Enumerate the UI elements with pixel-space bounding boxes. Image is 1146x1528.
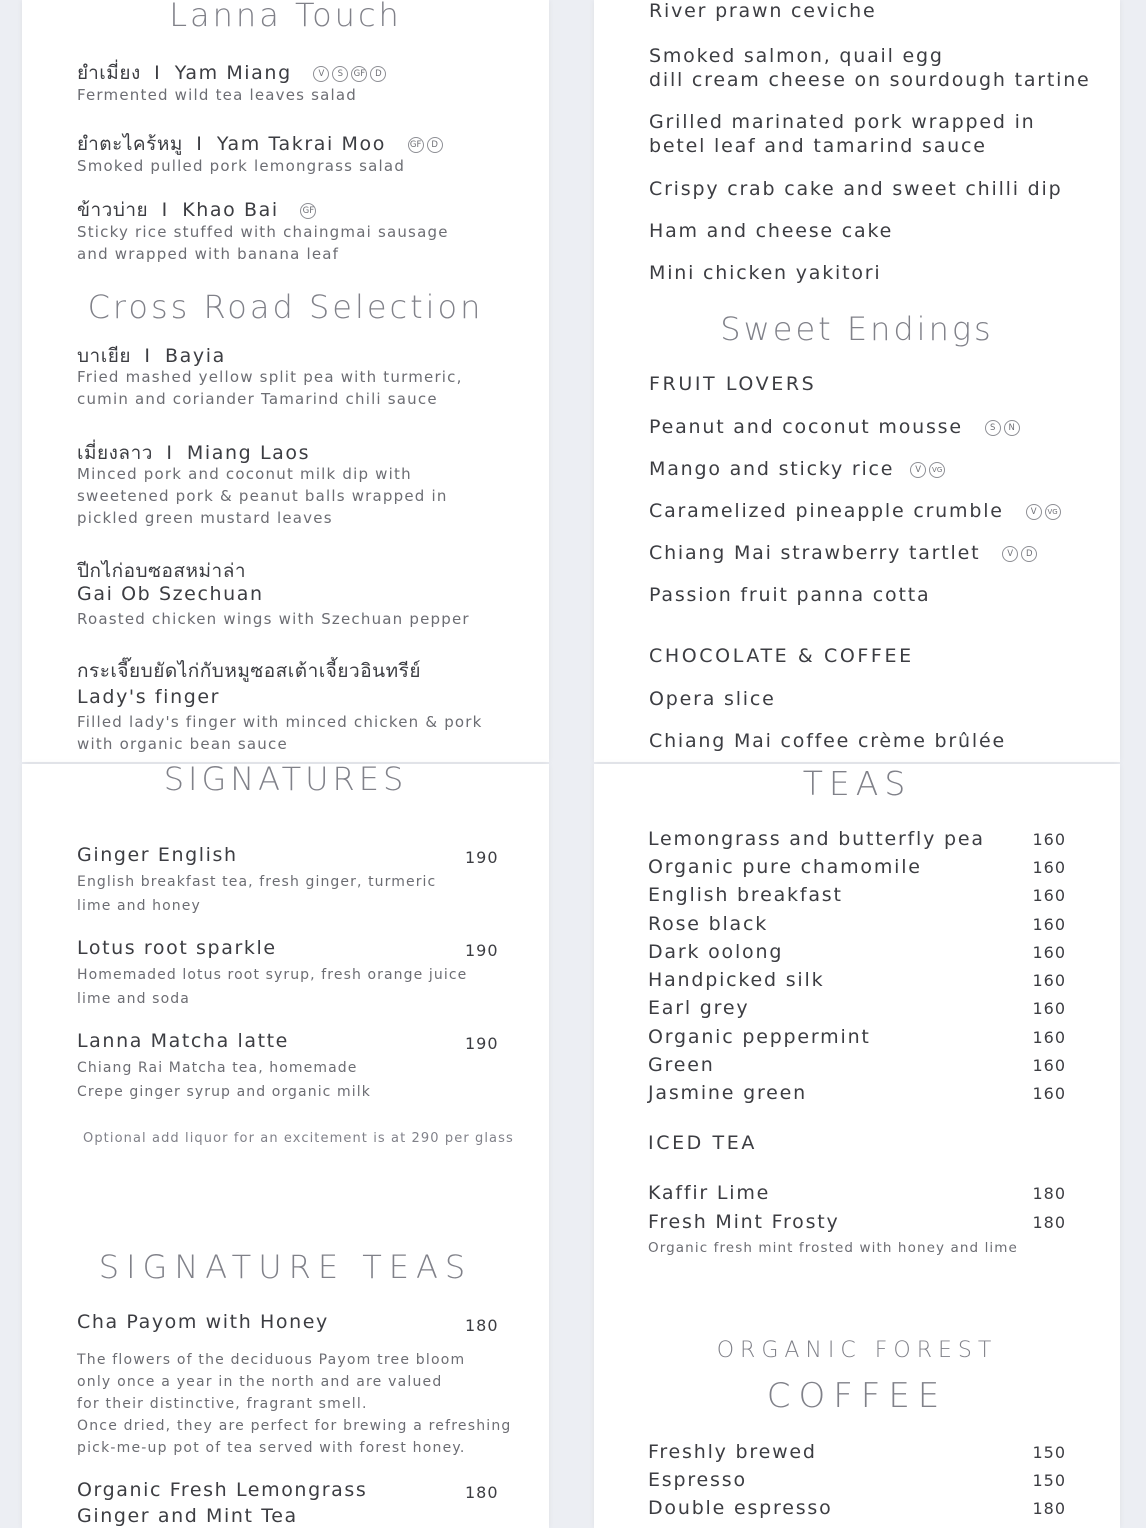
tea-row bbox=[648, 1082, 1066, 1104]
iced-tea-price: 180 bbox=[1032, 1184, 1066, 1203]
dessert-item bbox=[649, 500, 1061, 522]
vegetarian-icon: V bbox=[910, 462, 926, 478]
tea-name: Dark oolong bbox=[648, 941, 784, 963]
dish-thai-name: กระเจี๊ยบยัดไก่กับหมูซอสเต้าเจี้ยวอินทรีย์ bbox=[77, 660, 421, 682]
dish-description: Sticky rice stuffed with chaingmai sausage bbox=[77, 223, 449, 241]
dessert-name: Peanut and coconut mousse bbox=[649, 416, 963, 438]
drink-description: English breakfast tea, fresh ginger, turmeric bbox=[77, 874, 437, 890]
subsection-heading: CHOCOLATE & COFFEE bbox=[649, 645, 914, 667]
tea-row bbox=[648, 828, 1066, 850]
coffee-price: 150 bbox=[1032, 1443, 1066, 1462]
section-title-cross-road: Cross Road Selection bbox=[87, 288, 484, 326]
drink-description: lime and honey bbox=[77, 898, 201, 914]
dish-name: Miang Laos bbox=[186, 442, 311, 464]
tea-name: Green bbox=[648, 1054, 715, 1076]
dish-description: Smoked pulled pork lemongrass salad bbox=[77, 157, 406, 175]
tea-row bbox=[648, 941, 1066, 963]
drink-name: Lotus root sparkle bbox=[77, 937, 277, 959]
dish-description: sweetened pork & peanut balls wrapped in bbox=[77, 487, 448, 505]
dietary-badges bbox=[313, 66, 386, 82]
tea-row bbox=[648, 884, 1066, 906]
separator: I bbox=[144, 345, 152, 367]
coffee-row bbox=[648, 1469, 1066, 1491]
dietary-badges bbox=[910, 462, 945, 478]
dessert-item: Passion fruit panna cotta bbox=[649, 584, 931, 606]
nuts-icon: N bbox=[1004, 420, 1020, 436]
dish-thai-name: ปีกไก่อบซอสหม่าล่า bbox=[77, 560, 247, 582]
dish-description: Filled lady's finger with minced chicken & pork bbox=[77, 713, 483, 731]
menu-item: dill cream cheese on sourdough tartine bbox=[649, 69, 1091, 91]
spicy-icon: S bbox=[985, 420, 1001, 436]
dish-thai-name: ยำเมี่ยง bbox=[77, 62, 141, 84]
dish-description: and wrapped with banana leaf bbox=[77, 245, 340, 263]
section-title-coffee: COFFEE bbox=[766, 1376, 948, 1416]
dietary-badges bbox=[1026, 504, 1061, 520]
dessert-name: Mango and sticky rice bbox=[649, 458, 895, 480]
coffee-name: Double espresso bbox=[648, 1497, 833, 1519]
dietary-badges bbox=[1002, 546, 1037, 562]
section-title-organic-forest: ORGANIC FOREST bbox=[716, 1338, 998, 1363]
dietary-badges bbox=[408, 137, 443, 153]
dish-name: Lady's finger bbox=[77, 686, 221, 708]
vegan-icon: VG bbox=[1045, 504, 1061, 520]
iced-tea-name: Fresh Mint Frosty bbox=[648, 1211, 840, 1233]
tea-row bbox=[648, 856, 1066, 878]
menu-item: Smoked salmon, quail egg bbox=[649, 45, 944, 67]
dairy-icon: D bbox=[427, 137, 443, 153]
tea-row bbox=[648, 997, 1066, 1019]
tea-price: 160 bbox=[1032, 971, 1066, 990]
dish-description: Fried mashed yellow split pea with turmeric, bbox=[77, 368, 463, 386]
dish-description: cumin and coriander Tamarind chili sauce bbox=[77, 390, 438, 408]
dish-thai-name: เมี่ยงลาว bbox=[77, 442, 153, 464]
section-title-signatures: SIGNATURES bbox=[163, 760, 408, 798]
dish-name: Bayia bbox=[165, 345, 226, 367]
section-title-sweet-endings: Sweet Endings bbox=[720, 310, 994, 348]
dessert-item: Chiang Mai coffee crème brûlée bbox=[649, 730, 1006, 752]
dessert-item: Opera slice bbox=[649, 688, 776, 710]
tea-price: 160 bbox=[1032, 858, 1066, 877]
dish-thai-name: บาเยีย bbox=[77, 345, 131, 367]
tea-row bbox=[648, 913, 1066, 935]
tea-row bbox=[648, 1054, 1066, 1076]
tea-name: Jasmine green bbox=[648, 1082, 807, 1104]
spicy-icon: S bbox=[332, 66, 348, 82]
dish-description: Roasted chicken wings with Szechuan pepper bbox=[77, 610, 470, 628]
iced-tea-row bbox=[648, 1182, 1066, 1204]
menu-item: River prawn ceviche bbox=[649, 0, 877, 22]
tea-price: 160 bbox=[1032, 886, 1066, 905]
dietary-badges bbox=[985, 420, 1020, 436]
coffee-row bbox=[648, 1497, 1066, 1519]
drink-description: lime and soda bbox=[77, 991, 190, 1007]
vegan-icon: VG bbox=[929, 462, 945, 478]
dish-name: Yam Miang bbox=[174, 62, 292, 84]
vegetarian-icon: V bbox=[1026, 504, 1042, 520]
section-title-teas: TEAS bbox=[802, 764, 912, 803]
subsection-heading: ICED TEA bbox=[648, 1132, 757, 1154]
dish-description: Fermented wild tea leaves salad bbox=[77, 86, 358, 104]
menu-item: betel leaf and tamarind sauce bbox=[649, 135, 987, 157]
liquor-note: Optional add liquor for an excitement is at 290 per glass bbox=[83, 1131, 514, 1146]
gluten-free-icon: GF bbox=[408, 137, 424, 153]
drink-price: 190 bbox=[465, 1034, 499, 1053]
coffee-price: 180 bbox=[1032, 1499, 1066, 1518]
tea-name: Organic pure chamomile bbox=[648, 856, 922, 878]
menu-item: Grilled marinated pork wrapped in bbox=[649, 111, 1036, 133]
section-title-signature-teas: SIGNATURE TEAS bbox=[98, 1248, 473, 1286]
tea-name: Rose black bbox=[648, 913, 769, 935]
tea-name: Cha Payom with Honey bbox=[77, 1311, 329, 1333]
dish-description: Minced pork and coconut milk dip with bbox=[77, 465, 412, 483]
coffee-row bbox=[648, 1441, 1066, 1463]
menu-item: Ham and cheese cake bbox=[649, 220, 894, 242]
tea-row bbox=[648, 969, 1066, 991]
coffee-name: Freshly brewed bbox=[648, 1441, 817, 1463]
gluten-free-icon: GF bbox=[351, 66, 367, 82]
gluten-free-icon: GF bbox=[300, 203, 316, 219]
tea-price: 160 bbox=[1032, 1056, 1066, 1075]
drink-price: 190 bbox=[465, 941, 499, 960]
tea-price: 160 bbox=[1032, 999, 1066, 1018]
vegetarian-icon: V bbox=[313, 66, 329, 82]
iced-tea-price: 180 bbox=[1032, 1213, 1066, 1232]
tea-name: Organic Fresh Lemongrass bbox=[77, 1479, 368, 1501]
drink-description: Crepe ginger syrup and organic milk bbox=[77, 1084, 371, 1100]
iced-tea-row bbox=[648, 1211, 1066, 1233]
tea-price: 180 bbox=[465, 1316, 499, 1335]
coffee-name: Espresso bbox=[648, 1469, 747, 1491]
separator: I bbox=[161, 199, 169, 221]
dietary-badges bbox=[300, 203, 316, 219]
iced-tea-name: Kaffir Lime bbox=[648, 1182, 771, 1204]
tea-name: Earl grey bbox=[648, 997, 750, 1019]
tea-description: for their distinctive, fragrant smell. bbox=[77, 1396, 368, 1412]
drink-name: Ginger English bbox=[77, 844, 238, 866]
tea-row bbox=[648, 1026, 1066, 1048]
drink-description: Homemaded lotus root syrup, fresh orange juice bbox=[77, 967, 468, 983]
tea-price: 160 bbox=[1032, 1028, 1066, 1047]
dish-name: Gai Ob Szechuan bbox=[77, 583, 264, 605]
drink-name: Lanna Matcha latte bbox=[77, 1030, 289, 1052]
tea-description: Once dried, they are perfect for brewing a refreshing bbox=[77, 1418, 512, 1434]
dessert-item bbox=[649, 416, 1020, 438]
tea-name: Ginger and Mint Tea bbox=[77, 1505, 298, 1527]
subsection-heading: FRUIT LOVERS bbox=[649, 373, 817, 395]
tea-name: English breakfast bbox=[648, 884, 843, 906]
menu-item: Mini chicken yakitori bbox=[649, 262, 882, 284]
dish-description: with organic bean sauce bbox=[77, 735, 288, 753]
dish-name: Yam Takrai Moo bbox=[216, 133, 386, 155]
tea-price: 160 bbox=[1032, 915, 1066, 934]
tea-price: 160 bbox=[1032, 943, 1066, 962]
separator: I bbox=[166, 442, 174, 464]
drink-price: 190 bbox=[465, 848, 499, 867]
section-title-lanna-touch: Lanna Touch bbox=[169, 0, 402, 34]
tea-price: 160 bbox=[1032, 1084, 1066, 1103]
coffee-price: 150 bbox=[1032, 1471, 1066, 1490]
dessert-item bbox=[649, 542, 1037, 564]
tea-description: only once a year in the north and are valued bbox=[77, 1374, 443, 1390]
tea-name: Handpicked silk bbox=[648, 969, 825, 991]
tea-price: 160 bbox=[1032, 830, 1066, 849]
tea-description: The flowers of the deciduous Payom tree bloom bbox=[77, 1352, 466, 1368]
tea-name: Lemongrass and butterfly pea bbox=[648, 828, 985, 850]
iced-tea-description: Organic fresh mint frosted with honey and lime bbox=[648, 1240, 1018, 1256]
dessert-item bbox=[649, 458, 945, 480]
separator: I bbox=[196, 133, 204, 155]
drink-description: Chiang Rai Matcha tea, homemade bbox=[77, 1060, 358, 1076]
dish-name: Khao Bai bbox=[182, 199, 279, 221]
separator: I bbox=[154, 62, 162, 84]
dish-description: pickled green mustard leaves bbox=[77, 509, 333, 527]
tea-name: Organic peppermint bbox=[648, 1026, 871, 1048]
dessert-name: Caramelized pineapple crumble bbox=[649, 500, 1004, 522]
vegetarian-icon: V bbox=[1002, 546, 1018, 562]
dessert-name: Chiang Mai strawberry tartlet bbox=[649, 542, 981, 564]
dairy-icon: D bbox=[1021, 546, 1037, 562]
dish-thai-name: ยำตะไคร้หมู bbox=[77, 133, 183, 155]
tea-description: pick-me-up pot of tea served with forest honey. bbox=[77, 1440, 466, 1456]
tea-price: 180 bbox=[465, 1483, 499, 1502]
menu-item: Crispy crab cake and sweet chilli dip bbox=[649, 178, 1063, 200]
dairy-icon: D bbox=[370, 66, 386, 82]
dish-thai-name: ข้าวบ่าย bbox=[77, 199, 149, 221]
